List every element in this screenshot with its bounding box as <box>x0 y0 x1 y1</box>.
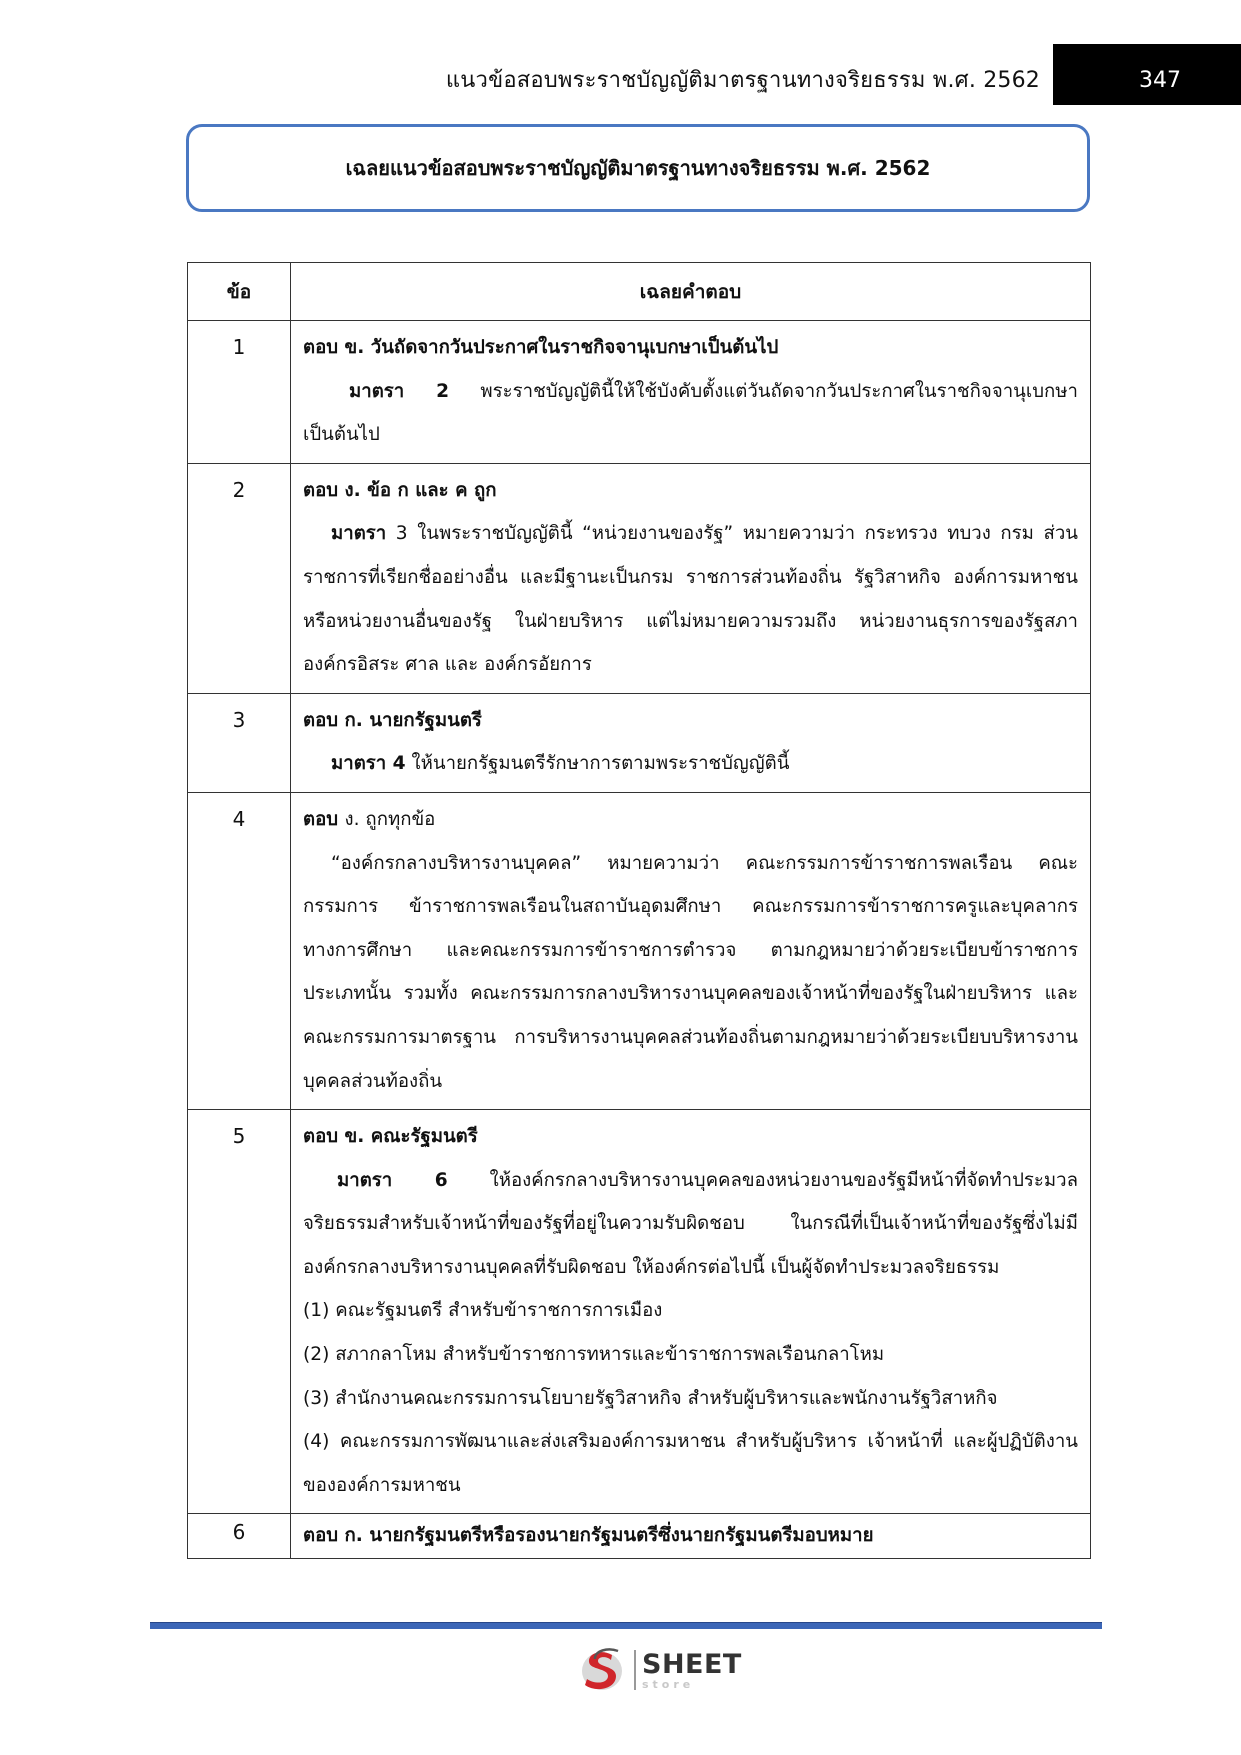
question-number: 6 <box>188 1514 291 1559</box>
answer-choice: ข. วันถัดจากวันประกาศในราชกิจจานุเบกษาเป็นต้นไป <box>344 337 779 358</box>
question-number: 5 <box>188 1110 291 1514</box>
law-paragraph <box>303 742 1078 786</box>
answer-prefix: ตอบ <box>303 1126 339 1148</box>
logo-divider <box>634 1650 636 1690</box>
answer-prefix: ตอบ <box>303 709 339 731</box>
answer-table <box>187 262 1091 1559</box>
answer-cell <box>291 463 1091 693</box>
answer-cell <box>291 1110 1091 1514</box>
answer-cell <box>291 693 1091 792</box>
law-text: ให้องค์กรกลางบริหารงานบุคคลของหน่วยงานของรัฐมีหน้าที่จัดทำประมวลจริยธรรมสำหรับเจ้าหน้าที่ของรัฐที่อยู่ในความรับผิดชอบ ในกรณีที่เป็นเจ้าหน้าที่ของรัฐซึ่งไม่มีองค์กรกลางบริหารงานบุคคลที่รับผิดชอบ ให้องค์กรต่อไปนี้ เป็นผู้จัดทำประมวลจริยธรรม <box>303 1169 1078 1278</box>
page-title: เฉลยแนวข้อสอบพระราชบัญญัติมาตรฐานทางจริยธรรม พ.ศ. 2562 <box>345 156 931 180</box>
answer-line <box>303 326 1078 370</box>
title-box <box>186 124 1090 212</box>
answer-choice: ข. คณะรัฐมนตรี <box>344 1126 478 1148</box>
law-text: 3 ในพระราชบัญญัตินี้ “หน่วยงานของรัฐ” หมายความว่า กระทรวง ทบวง กรม ส่วนราชการที่เรียกชื่ออย่างอื่น และมีฐานะเป็นกรม ราชการส่วนท้องถิ่น รัฐวิสาหกิจ องค์การมหาชน หรือหน่วยงานอื่นของรัฐ ในฝ่ายบริหาร แต่ไม่หมายความรวมถึง หน่วยงานธุรการของรัฐสภา องค์กรอิสระ ศาล และ องค์กรอัยการ <box>303 523 1078 676</box>
answer-cell <box>291 321 1091 464</box>
list-item: (1) คณะรัฐมนตรี สำหรับข้าราชการการเมือง <box>303 1300 663 1322</box>
logo-sheet-text: SHEET <box>642 1648 742 1680</box>
table-header-row <box>188 263 1091 321</box>
sheet-store-logo <box>578 1645 742 1695</box>
table-row <box>188 1110 1091 1514</box>
law-label: มาตรา <box>331 523 387 545</box>
question-number: 3 <box>188 693 291 792</box>
page-number: 347 <box>1139 68 1181 93</box>
footer-rule <box>150 1622 1102 1629</box>
list-item: (2) สภากลาโหม สำหรับข้าราชการทหารและข้าราชการพลเรือนกลาโหม <box>303 1344 885 1366</box>
question-number: 1 <box>188 321 291 464</box>
list-item: (3) สำนักงานคณะกรรมการนโยบายรัฐวิสาหกิจ สำหรับผู้บริหารและพนักงานรัฐวิสาหกิจ <box>303 1387 998 1409</box>
law-label: มาตรา 2 <box>349 380 450 402</box>
table-row <box>188 693 1091 792</box>
answer-choice: ง. ถูกทุกข้อ <box>344 808 436 830</box>
answer-choice: ก. นายกรัฐมนตรีหรือรองนายกรัฐมนตรีซึ่งนายกรัฐมนตรีมอบหมาย <box>344 1525 874 1547</box>
law-label: มาตรา 4 <box>331 753 406 775</box>
sheet-store-logo-icon <box>578 1645 630 1695</box>
header-running-title: แนวข้อสอบพระราชบัญญัติมาตรฐานทางจริยธรรม พ.ศ. 2562 <box>445 68 1040 93</box>
answer-cell <box>291 792 1091 1109</box>
answer-choice: ก. นายกรัฐมนตรี <box>344 709 482 731</box>
law-paragraph <box>303 370 1078 457</box>
answer-line <box>303 699 1078 743</box>
table-row <box>188 321 1091 464</box>
answer-prefix: ตอบ <box>303 808 339 830</box>
answer-choice: ง. ข้อ ก และ ค ถูก <box>344 479 497 501</box>
table-row <box>188 1514 1091 1559</box>
table-row <box>188 463 1091 693</box>
law-text: ให้นายกรัฐมนตรีรักษาการตามพระราชบัญญัตินี้ <box>405 753 790 775</box>
question-number: 4 <box>188 792 291 1109</box>
answer-prefix: ตอบ <box>303 479 339 501</box>
definition-paragraph: “องค์กรกลางบริหารงานบุคคล” หมายความว่า คณะกรรมการข้าราชการพลเรือน คณะกรรมการ ข้าราชการพลเรือนในสถาบันอุดมศึกษา คณะกรรมการข้าราชการครูและบุคลากรทางการศึกษา และคณะกรรมการข้าราชการตำรวจ ตามกฎหมายว่าด้วยระเบียบข้าราชการประเภทนั้น รวมทั้ง คณะกรรมการกลางบริหารงานบุคคลของเจ้าหน้าที่ของรัฐในฝ่ายบริหาร และคณะกรรมการมาตรฐาน การบริหารงานบุคคลส่วนท้องถิ่นตามกฎหมายว่าด้วยระเบียบบริหารงานบุคคลส่วนท้องถิ่น <box>303 852 1078 1092</box>
table-row <box>188 792 1091 1109</box>
column-header-number: ข้อ <box>188 263 291 321</box>
answer-prefix: ตอบ <box>303 1525 339 1547</box>
answer-line <box>303 798 1078 842</box>
logo-store-text: store <box>642 1677 695 1691</box>
law-paragraph <box>303 512 1078 686</box>
law-paragraph <box>303 1159 1078 1290</box>
answer-prefix: ตอบ <box>303 337 339 358</box>
answer-line <box>303 469 1078 513</box>
law-text: พระราชบัญญัตินี้ให้ใช้บังคับตั้งแต่วันถัดจากวันประกาศในราชกิจจานุเบกษา เป็นต้นไป <box>303 380 1078 446</box>
question-number: 2 <box>188 463 291 693</box>
list-item: (4) คณะกรรมการพัฒนาและส่งเสริมองค์การมหาชน สำหรับผู้บริหาร เจ้าหน้าที่ และผู้ปฏิบัติงานขององค์การมหาชน <box>303 1431 1078 1496</box>
answer-line <box>303 1514 1078 1558</box>
answer-cell <box>291 1514 1091 1559</box>
law-label: มาตรา 6 <box>337 1169 448 1191</box>
column-header-answer: เฉลยคำตอบ <box>291 263 1091 321</box>
logo-wordmark <box>642 1648 742 1691</box>
answer-line <box>303 1115 1078 1159</box>
